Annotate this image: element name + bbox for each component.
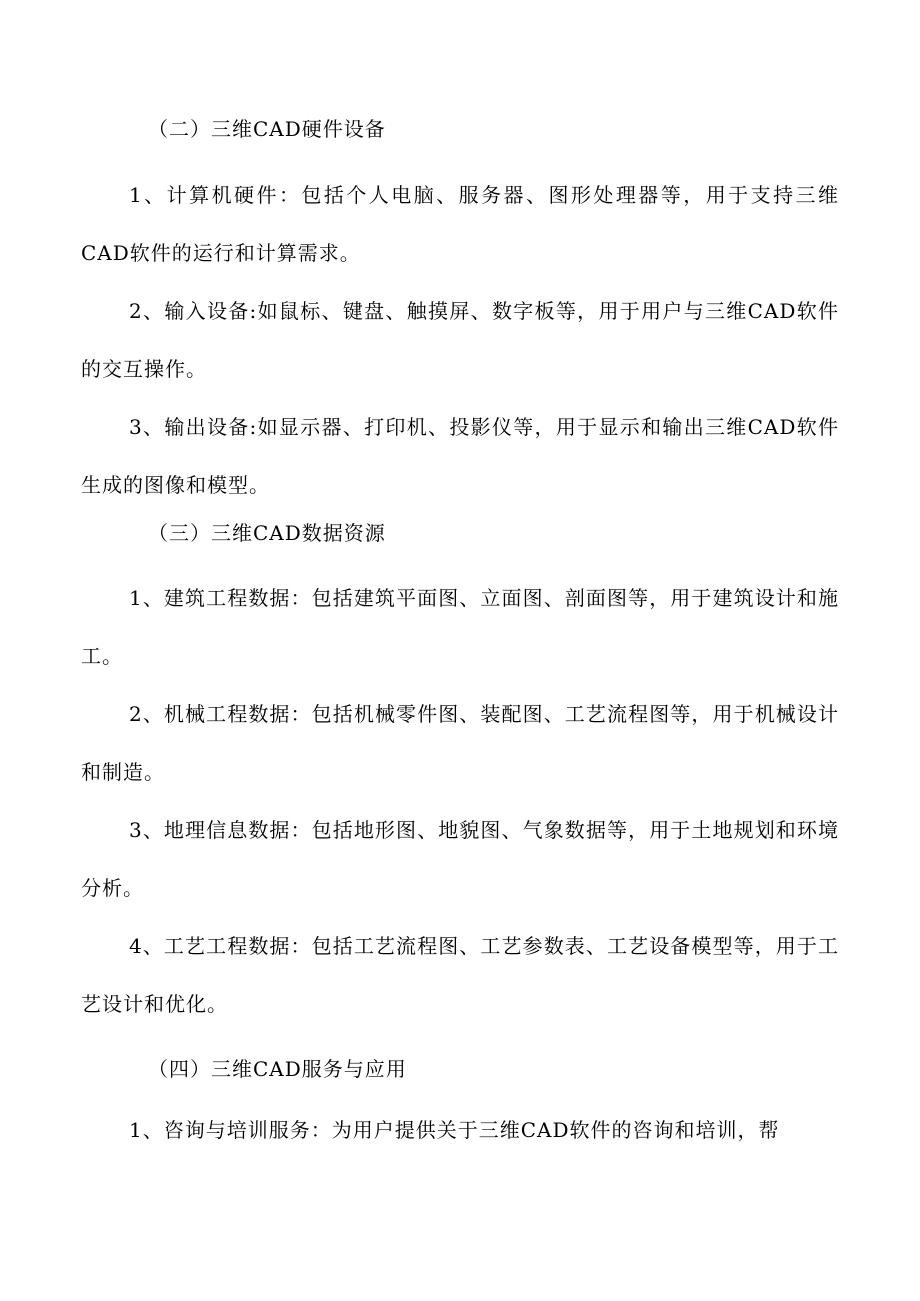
paragraph-architecture-data: 1、建筑工程数据：包括建筑平面图、立面图、剖面图等，用于建筑设计和施工。 bbox=[81, 586, 839, 668]
section-heading-data-resources: （三）三维CAD数据资源 bbox=[148, 521, 386, 545]
paragraph-input-devices: 2、输入设备:如鼠标、键盘、触摸屏、数字板等，用于用户与三维CAD软件的交互操作。 bbox=[81, 299, 839, 381]
paragraph-process-data: 4、工艺工程数据：包括工艺流程图、工艺参数表、工艺设备模型等，用于工艺设计和优化。 bbox=[81, 934, 839, 1016]
section-heading-services: （四）三维CAD服务与应用 bbox=[148, 1057, 407, 1081]
paragraph-output-devices: 3、输出设备:如显示器、打印机、投影仪等，用于显示和输出三维CAD软件生成的图像和模型。 bbox=[81, 415, 839, 497]
section-heading-hardware: （二）三维CAD硬件设备 bbox=[148, 117, 386, 141]
paragraph-mechanical-data: 2、机械工程数据：包括机械零件图、装配图、工艺流程图等，用于机械设计和制造。 bbox=[81, 702, 839, 784]
paragraph-computer-hardware: 1、计算机硬件：包括个人电脑、服务器、图形处理器等，用于支持三维CAD软件的运行和计算需求。 bbox=[81, 183, 839, 265]
paragraph-consulting-training: 1、咨询与培训服务：为用户提供关于三维CAD软件的咨询和培训，帮 bbox=[129, 1118, 780, 1142]
paragraph-geographic-data: 3、地理信息数据：包括地形图、地貌图、气象数据等，用于土地规划和环境分析。 bbox=[81, 818, 839, 900]
